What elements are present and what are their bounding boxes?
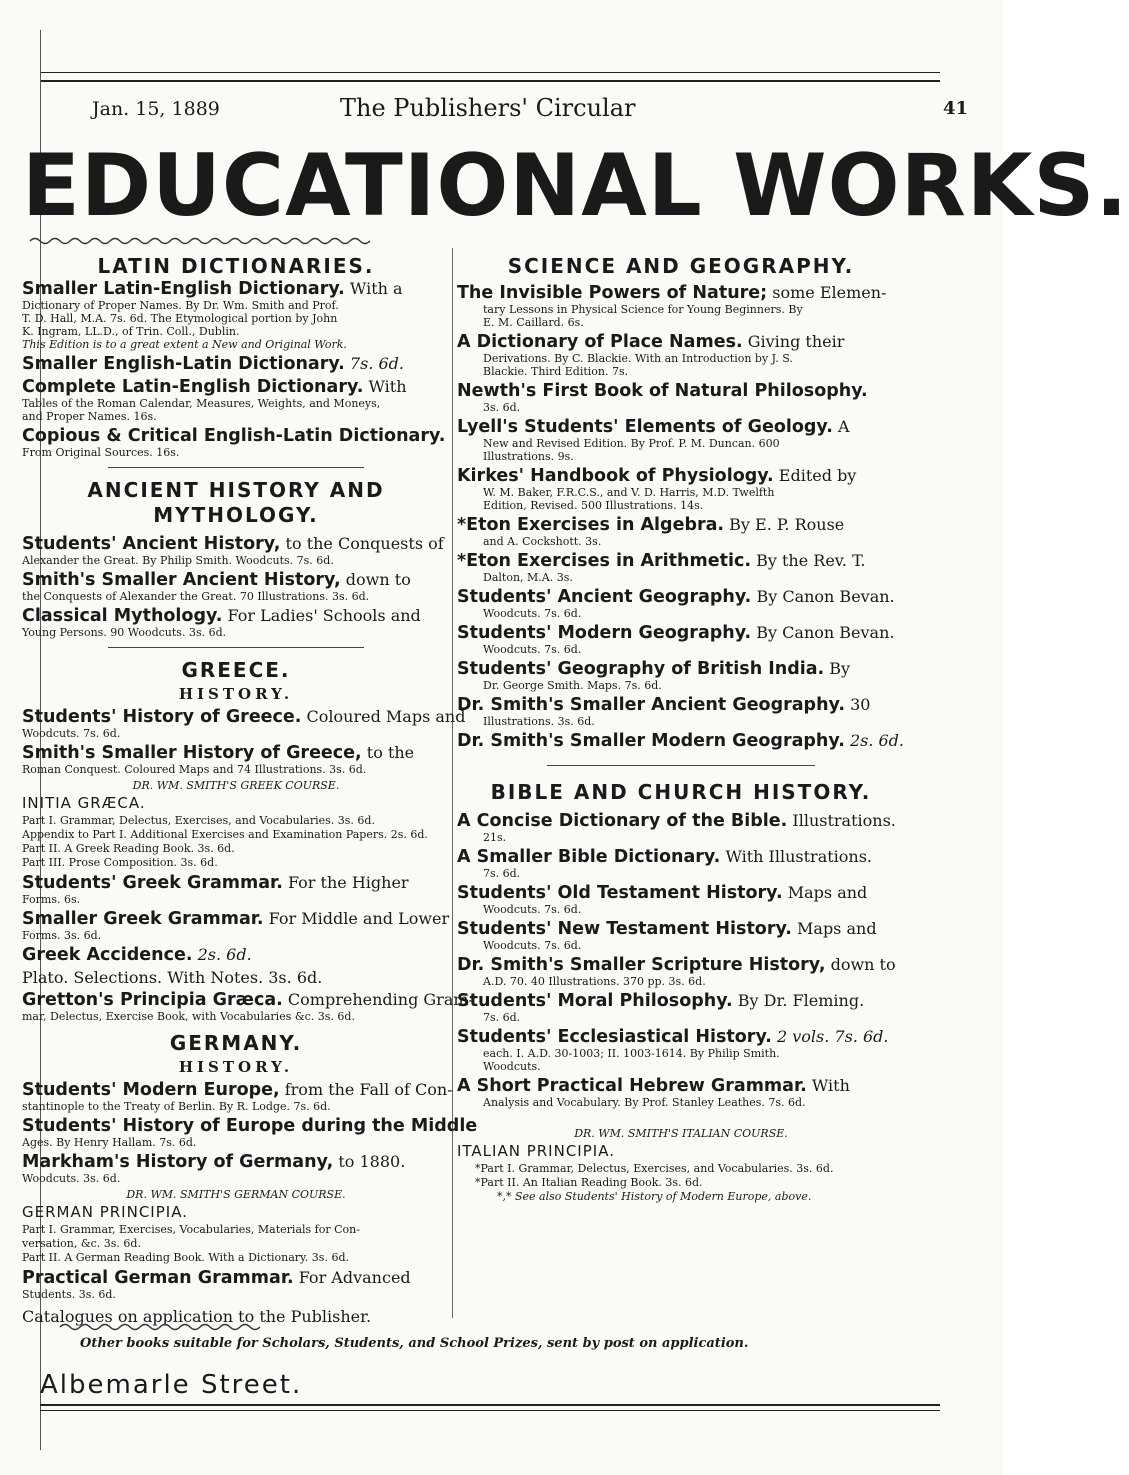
list-item: *Eton Exercises in Arithmetic. By the Rev. T. Dalton, M.A. 3s. — [457, 551, 866, 584]
list-item: Smaller English-Latin Dictionary. 7s. 6d. — [22, 354, 404, 374]
list-item: Students' History of Europe during the Middle Ages. By Henry Hallam. 7s. 6d. — [22, 1116, 478, 1149]
list-item: Students' Greek Grammar. For the Higher Forms. 6s. — [22, 873, 409, 906]
list-item: Students' History of Greece. Coloured Maps and Woodcuts. 7s. 6d. — [22, 707, 466, 740]
list-item: Students' Old Testament History. Maps and Woodcuts. 7s. 6d. — [457, 883, 868, 916]
course-part: *Part I. Grammar, Delectus, Exercises, and Vocabularies. 3s. 6d. — [475, 1162, 834, 1175]
list-item: Complete Latin-English Dictionary. With Tables of the Roman Calendar, Measures, Weights, and Moneys, and Proper Names. 16s. — [22, 377, 407, 423]
list-item: Lyell's Students' Elements of Geology. A New and Revised Edition. By Prof. P. M. Duncan. 600 Illustrations. 9s. — [457, 417, 850, 463]
list-item: Dr. Smith's Smaller Modern Geography. 2s. 6d. — [457, 731, 905, 751]
top-rule-double — [40, 80, 940, 82]
list-item: Students' New Testament History. Maps and Woodcuts. 7s. 6d. — [457, 919, 877, 952]
footer-wavy-ornament — [60, 1322, 260, 1332]
left-wavy-ornament — [30, 236, 370, 246]
course-part: Part II. A Greek Reading Book. 3s. 6d. — [22, 842, 235, 855]
list-item: Students' Moral Philosophy. By Dr. Fleming. 7s. 6d. — [457, 991, 865, 1024]
principia-title: GERMAN PRINCIPIA. — [22, 1203, 188, 1221]
footer-notice: Other books suitable for Scholars, Students, and School Prizes, sent by post on application. — [80, 1336, 749, 1351]
list-item: Smaller Latin-English Dictionary. With a Dictionary of Proper Names. By Dr. Wm. Smith and Prof. T. D. Hall, M.A. 7s. 6d. The Etymological portion by John K. Ingram, LL.D., of Trin. Coll., Dublin. This Edition is to a great extent a New and Original Work. — [22, 279, 403, 351]
list-item: Students' Ancient History, to the Conquests of Alexander the Great. By Philip Smith. Woodcuts. 7s. 6d. — [22, 534, 444, 567]
course-part: *Part II. An Italian Reading Book. 3s. 6d. — [475, 1176, 703, 1189]
list-item: A Concise Dictionary of the Bible. Illustrations. 21s. — [457, 811, 896, 844]
section-heading-germany: GERMANY. — [169, 1031, 303, 1055]
list-item: Smaller Greek Grammar. For Middle and Lower Forms. 3s. 6d. — [22, 909, 450, 942]
course-part: Part I. Grammar, Delectus, Exercises, and Vocabularies. 3s. 6d. — [22, 814, 375, 827]
list-item: Greek Accidence. 2s. 6d. — [22, 945, 252, 965]
section-heading-latin: LATIN DICTIONARIES. — [97, 254, 375, 278]
list-item: Students' Ancient Geography. By Canon Bevan. Woodcuts. 7s. 6d. — [457, 587, 895, 620]
bottom-rule — [40, 1404, 940, 1406]
publisher-address: Albemarle Street. — [40, 1370, 303, 1400]
list-item: Students' Modern Europe, from the Fall of Con- stantinople to the Treaty of Berlin. By R. Lodge. 7s. 6d. — [22, 1080, 453, 1113]
subheading-history: HISTORY. — [178, 1058, 294, 1076]
list-item: Copious & Critical English-Latin Dictionary. From Original Sources. 16s. — [22, 426, 446, 459]
principia-title: ITALIAN PRINCIPIA. — [457, 1142, 615, 1160]
section-divider — [547, 765, 816, 766]
subheading-history: HISTORY. — [178, 685, 294, 703]
list-item: Plato. Selections. With Notes. 3s. 6d. — [22, 968, 323, 987]
list-item: Newth's First Book of Natural Philosophy. 3s. 6d. — [457, 381, 868, 414]
journal-title: The Publishers' Circular — [340, 94, 636, 122]
list-item: Kirkes' Handbook of Physiology. Edited by W. M. Baker, F.R.C.S., and V. D. Harris, M.D. Twelfth Edition, Revised. 500 Illustrations. 14s. — [457, 466, 857, 512]
section-heading-ancient-history: ANCIENT HISTORY AND — [87, 478, 385, 502]
list-item: *Eton Exercises in Algebra. By E. P. Rouse and A. Cockshott. 3s. — [457, 515, 845, 548]
list-item: Classical Mythology. For Ladies' Schools and Young Persons. 90 Woodcuts. 3s. 6d. — [22, 606, 421, 639]
section-heading-mythology: MYTHOLOGY. — [153, 503, 319, 527]
course-heading: DR. WM. SMITH'S ITALIAN COURSE. — [574, 1127, 788, 1140]
page-number: 41 — [942, 98, 968, 119]
list-item: Dr. Smith's Smaller Scripture History, down to A.D. 70. 40 Illustrations. 370 pp. 3s. 6d. — [457, 955, 896, 988]
left-column — [22, 250, 478, 1326]
see-also-note: *,* See also Students' History of Modern Europe, above. — [497, 1190, 812, 1203]
list-item: The Invisible Powers of Nature; some Elemen- tary Lessons in Physical Science for Young Beginners. By E. M. Caillard. 6s. — [457, 283, 887, 329]
column-divider — [452, 248, 453, 1318]
course-part: Appendix to Part I. Additional Exercises and Examination Papers. 2s. 6d. — [22, 828, 428, 841]
list-item: Students' Modern Geography. By Canon Bevan. Woodcuts. 7s. 6d. — [457, 623, 895, 656]
course-part: Part II. A German Reading Book. With a Dictionary. 3s. 6d. — [22, 1251, 349, 1264]
list-item: A Short Practical Hebrew Grammar. With Analysis and Vocabulary. By Prof. Stanley Leathes. 7s. 6d. — [457, 1076, 850, 1109]
list-item: A Dictionary of Place Names. Giving their Derivations. By C. Blackie. With an Introduction by J. S. Blackie. Third Edition. 7s. — [457, 332, 845, 378]
section-heading-bible: BIBLE AND CHURCH HISTORY. — [490, 780, 872, 804]
list-item: Students' Ecclesiastical History. 2 vols. 7s. 6d. each. I. A.D. 30-1003; II. 1003-1614. By Philip Smith. Woodcuts. — [457, 1027, 889, 1073]
section-divider — [108, 467, 365, 468]
list-item: Smith's Smaller Ancient History, down to the Conquests of Alexander the Great. 70 Illustrations. 3s. 6d. — [22, 570, 411, 603]
list-item: Students' Geography of British India. By Dr. George Smith. Maps. 7s. 6d. — [457, 659, 851, 692]
list-item: A Smaller Bible Dictionary. With Illustrations. 7s. 6d. — [457, 847, 873, 880]
section-heading-science: SCIENCE AND GEOGRAPHY. — [507, 254, 855, 278]
principia-title: INITIA GRÆCA. — [22, 794, 146, 812]
course-heading: DR. WM. SMITH'S GERMAN COURSE. — [126, 1188, 346, 1201]
section-heading-greece: GREECE. — [181, 658, 291, 682]
running-head — [92, 94, 972, 124]
page-title: EDUCATIONAL WORKS. — [22, 136, 1129, 236]
issue-date: Jan. 15, 1889 — [92, 98, 220, 120]
bottom-rule-thin — [40, 1410, 940, 1411]
list-item: Practical German Grammar. For Advanced Students. 3s. 6d. — [22, 1268, 411, 1301]
list-item: Smith's Smaller History of Greece, to the Roman Conquest. Coloured Maps and 74 Illustrations. 3s. 6d. — [22, 743, 415, 776]
course-part: Part III. Prose Composition. 3s. 6d. — [22, 856, 218, 869]
list-item: Gretton's Principia Græca. Comprehending Gram- mar, Delectus, Exercise Book, with Vocabularies &c. 3s. 6d. — [22, 990, 474, 1023]
right-column — [457, 250, 905, 1320]
top-rule — [40, 72, 940, 73]
list-item: Dr. Smith's Smaller Ancient Geography. 30 Illustrations. 3s. 6d. — [457, 695, 871, 728]
list-item: Markham's History of Germany, to 1880. Woodcuts. 3s. 6d. — [22, 1152, 406, 1185]
course-part: versation, &c. 3s. 6d. — [22, 1237, 141, 1250]
section-divider — [108, 647, 365, 648]
catalogue-notice: Catalogues on application to the Publisher. — [22, 1307, 372, 1326]
course-heading: DR. WM. SMITH'S GREEK COURSE. — [132, 779, 340, 792]
course-part: Part I. Grammar, Exercises, Vocabularies, Materials for Con- — [22, 1223, 360, 1236]
